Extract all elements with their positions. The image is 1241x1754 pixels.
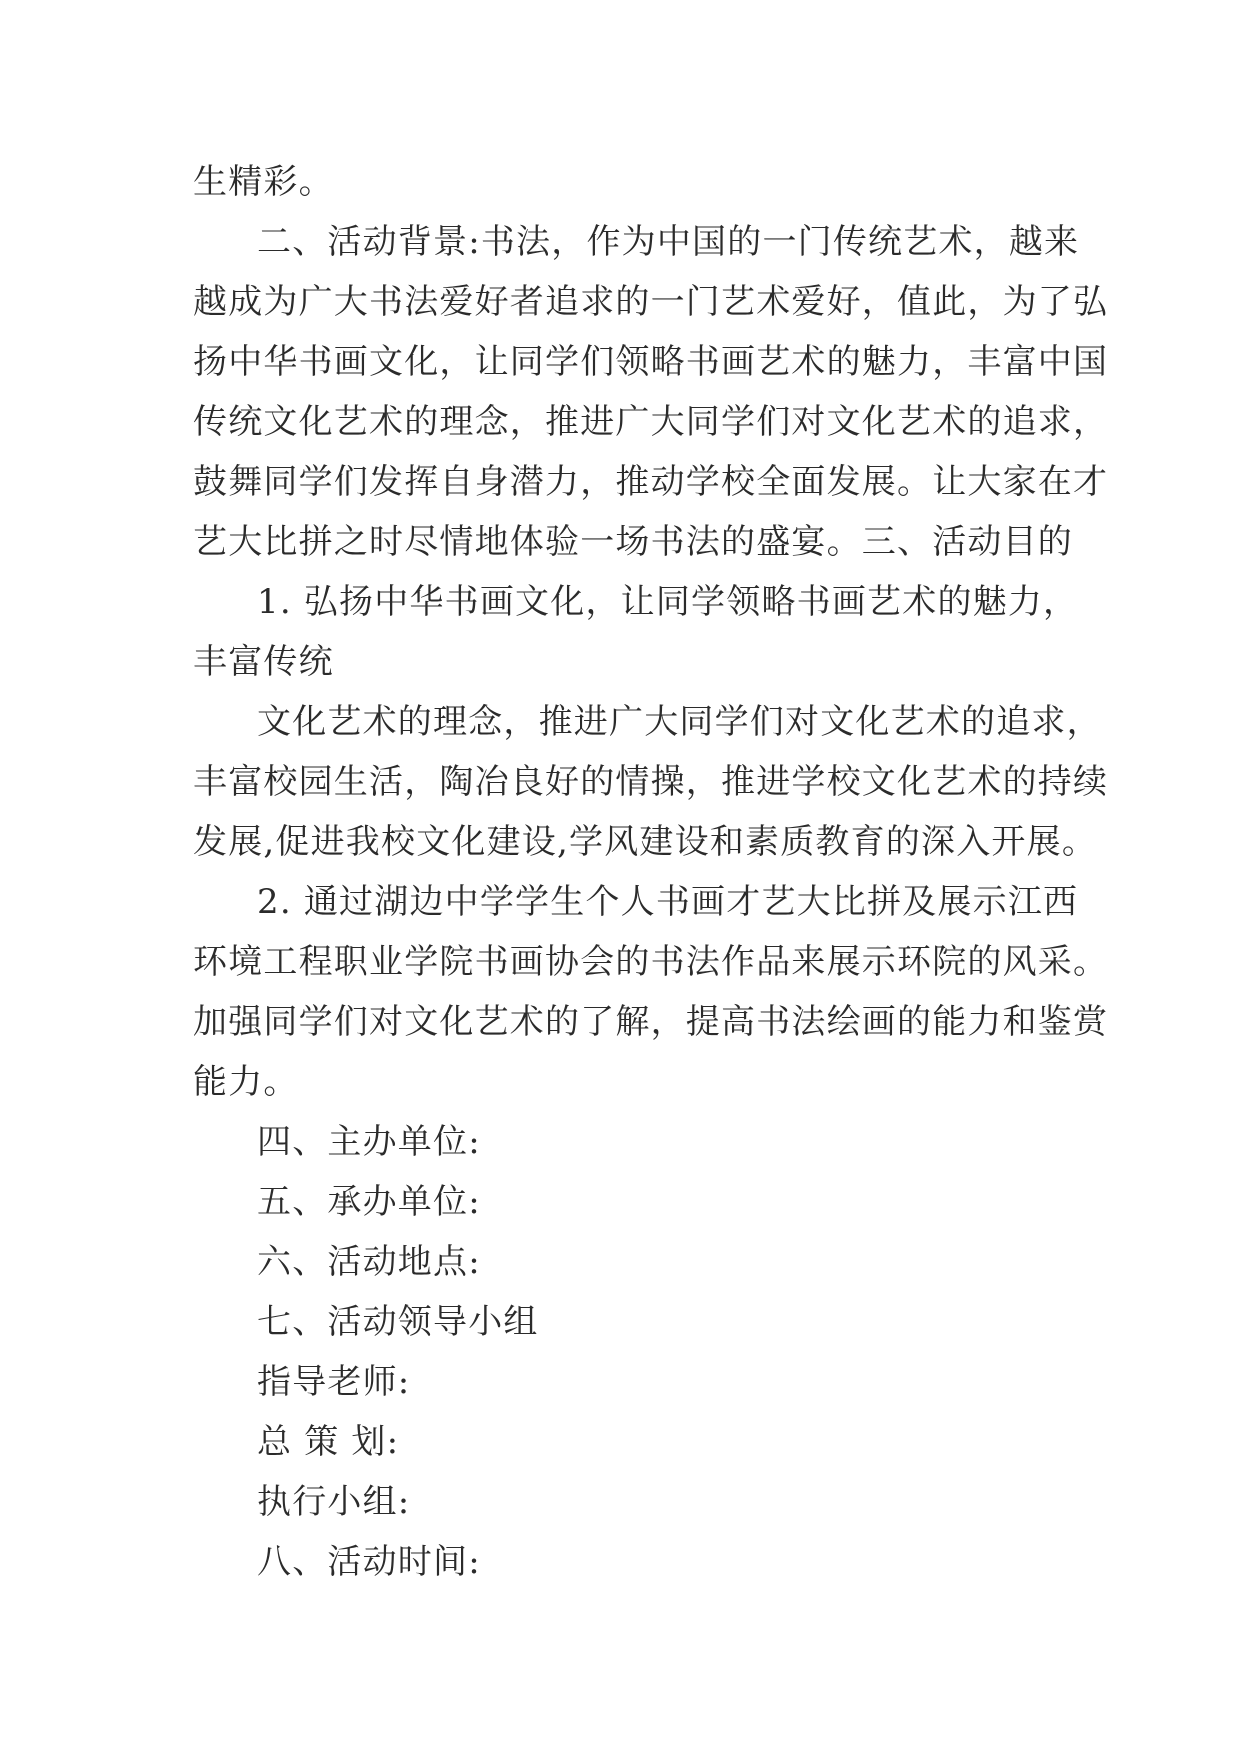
text-line: 丰富校园生活，陶冶良好的情操，推进学校文化艺术的持续 <box>193 762 1109 802</box>
text-line: 文化艺术的理念，推进广大同学们对文化艺术的追求， <box>257 702 1102 742</box>
text-line: 丰富传统 <box>193 642 334 682</box>
section-heading-background: 二、活动背景:书法，作为中国的一门传统艺术，越来 <box>257 222 1080 262</box>
section-heading-time: 八、活动时间: <box>257 1542 481 1582</box>
list-item-2: 2. 通过湖边中学学生个人书画才艺大比拼及展示江西 <box>257 882 1079 922</box>
section-heading-leadership: 七、活动领导小组 <box>257 1302 539 1342</box>
text-line: 环境工程职业学院书画协会的书法作品来展示环院的风采。 <box>193 942 1109 982</box>
text-line: 扬中华书画文化，让同学们领略书画艺术的魅力，丰富中国 <box>193 342 1109 382</box>
text-line: 传统文化艺术的理念，推进广大同学们对文化艺术的追求， <box>193 402 1109 442</box>
text-line: 越成为广大书法爱好者追求的一门艺术爱好，值此，为了弘 <box>193 282 1109 322</box>
field-executive-group: 执行小组: <box>257 1482 411 1522</box>
text-line: 能力。 <box>193 1062 299 1102</box>
text-line: 生精彩。 <box>193 162 334 202</box>
section-heading-location: 六、活动地点: <box>257 1242 481 1282</box>
section-heading-organizer: 四、主办单位: <box>257 1122 481 1162</box>
text-line: 发展,促进我校文化建设,学风建设和素质教育的深入开展。 <box>193 822 1098 862</box>
list-item-1: 1. 弘扬中华书画文化，让同学领略书画艺术的魅力， <box>257 582 1079 622</box>
field-chief-planner: 总 策 划: <box>257 1422 400 1462</box>
section-heading-co-organizer: 五、承办单位: <box>257 1182 481 1222</box>
text-line: 加强同学们对文化艺术的了解，提高书法绘画的能力和鉴赏 <box>193 1002 1109 1042</box>
text-line: 艺大比拼之时尽情地体验一场书法的盛宴。三、活动目的 <box>193 522 1073 562</box>
text-line: 鼓舞同学们发挥自身潜力，推动学校全面发展。让大家在才 <box>193 462 1109 502</box>
field-advisor: 指导老师: <box>257 1362 411 1402</box>
